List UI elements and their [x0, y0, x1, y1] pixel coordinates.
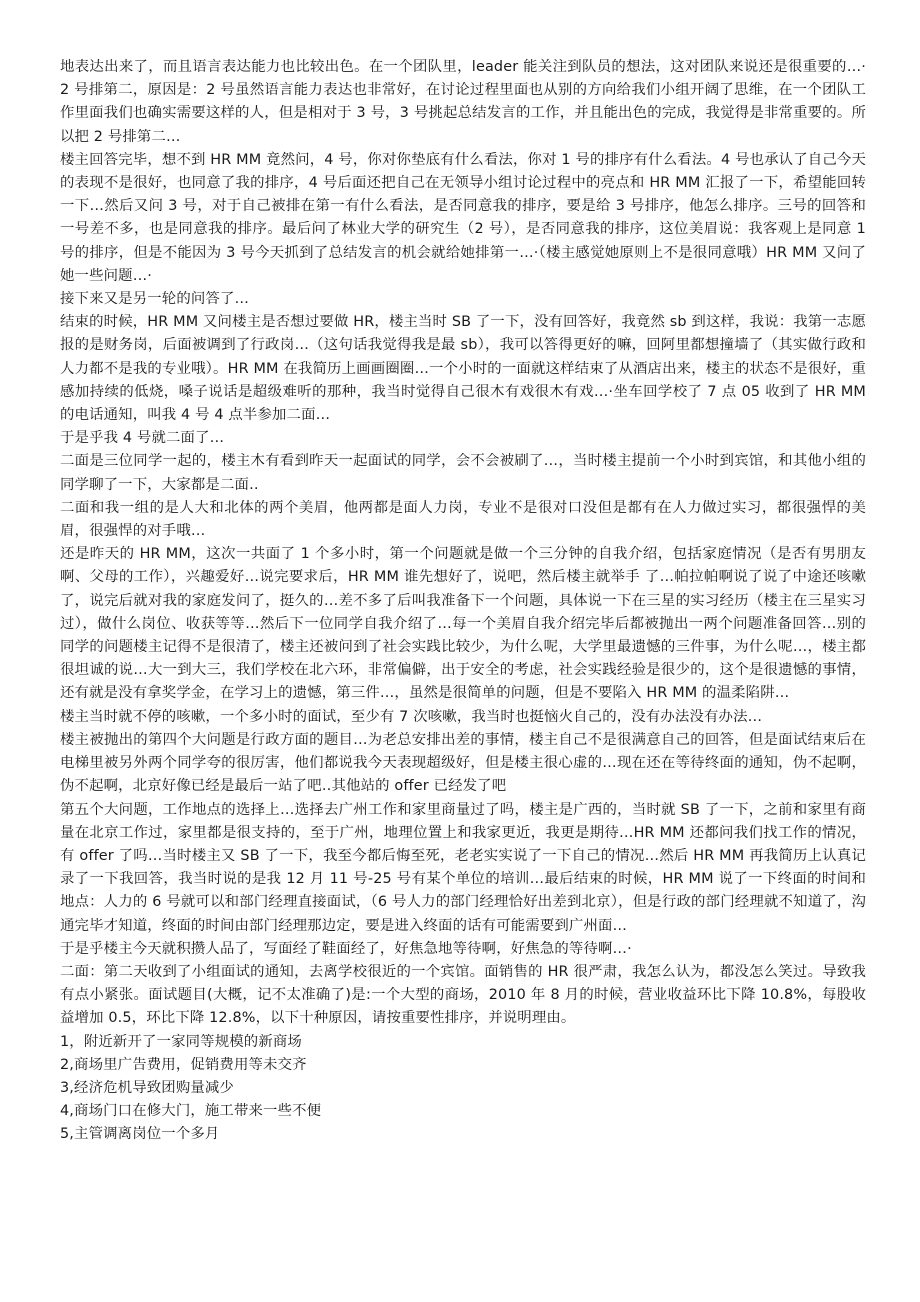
list-item: 3,经济危机导致团购量减少	[60, 1079, 234, 1096]
paragraph-1: 地表达出来了，而且语言表达能力也比较出色。在一个团队里，leader 能关注到队员的想法，这对团队来说还是很重要的…·2 号排第二，原因是：2 号虽然语言能力表达也非常好，在讨论过程里面也从别的方向给我们小组开阔了思维，在一个团队工作里面我们也确实需要这样的人，但是相对于 3 号，3 号挑起总结发言的工作，并且能出色的完成，我觉得是非常重要的。所以把 2 号排第二…	[60, 59, 866, 145]
reason-list	[60, 1031, 866, 1147]
document-body	[60, 56, 866, 1147]
paragraph-3: 接下来又是另一轮的问答了…	[60, 291, 250, 308]
list-item: 5,主管调离岗位一个多月	[60, 1126, 220, 1143]
paragraph-2: 楼主回答完毕，想不到 HR MM 竟然问，4 号，你对你垫底有什么看法，你对 1 号的排序有什么看法。4 号也承认了自己今天的表现不是很好，也同意了我的排序，4 号后面还把自己在无领导小组讨论过程中的亮点和 HR MM 汇报了一下，希望能回转一下…然后又问 3 号，对于自己被排在第一有什么看法，是否同意我的排序，要是给 3 号排序，他怎么排序。三号的回答和一号差不多，也是同意我的排序。最后问了林业大学的研究生（2 号），是否同意我的排序，这位美眉说：我客观上是同意 1 号的排序，但是不能因为 3 号今天抓到了总结发言的机会就给她排第一…·（楼主感觉她原则上不是很同意哦）HR MM 又问了她一些问题…·	[60, 151, 866, 284]
list-item: 1，附近新开了一家同等规模的新商场	[60, 1033, 302, 1050]
paragraph-5: 于是乎我 4 号就二面了…	[60, 430, 225, 447]
paragraph-13: 二面：第二天收到了小组面试的通知，去离学校很近的一个宾馆。面销售的 HR 很严肃，我怎么认为，都没怎么笑过。导致我有点小紧张。面试题目(大概，记不太准确了)是:一个大型的商场，2010 年 8 月的时候，营业收益环比下降 10.8%，每股收益增加 0.5，环比下降 12.8%，以下十种原因，请按重要性排序，并说明理由。	[60, 963, 866, 1027]
paragraph-6: 二面是三位同学一起的，楼主木有看到昨天一起面试的同学，会不会被刷了…，当时楼主提前一个小时到宾馆，和其他小组的同学聊了一下，大家都是二面‥	[60, 453, 866, 493]
paragraph-12: 于是乎楼主今天就积攒人品了，写面经了鞋面经了，好焦急地等待啊，好焦急的等待啊…·	[60, 940, 632, 957]
paragraph-8: 还是昨天的 HR MM，这次一共面了 1 个多小时，第一个问题就是做一个三分钟的自我介绍，包括家庭情况（是否有男朋友啊、父母的工作），兴趣爱好…说完要求后，HR MM 谁先想好了，说吧，然后楼主就举手 了…帕拉帕啊说了说了中途还咳嗽了，说完后就对我的家庭发问了，挺久的…差不多了后叫我准备下一个问题，具体说一下在三星的实习经历（楼主在三星实习过），做什么岗位、收获等等…然后下一位同学自我介绍了…每一个美眉自我介绍完毕后都被抛出一两个问题准备回答…别的同学的问题楼主记得不是很清了，楼主还被问到了社会实践比较少，为什么呢，大学里最遗憾的三件事，为什么呢…，楼主都很坦诚的说…大一到大三，我们学校在北六环，非常偏僻，出于安全的考虑，社会实践经验是很少的，这个是很遗憾的事情，还有就是没有拿奖学金，在学习上的遗憾，第三件…，虽然是很简单的问题，但是不要陷入 HR MM 的温柔陷阱…	[60, 546, 866, 702]
paragraph-7: 二面和我一组的是人大和北体的两个美眉，他两都是面人力岗，专业不是很对口没但是都有在人力做过实习，都很强悍的美眉，很强悍的对手哦…	[60, 499, 866, 540]
list-item: 2,商场里广告费用，促销费用等未交齐	[60, 1056, 307, 1073]
paragraph-10: 楼主被抛出的第四个大问题是行政方面的题目…为老总安排出差的事情，楼主自己不是很满意自己的回答，但是面试结束后在电梯里被另外两个同学夸的很厉害，他们都说我今天表现超级好，但是楼主很心虚的…现在还在等待终面的通知，伪不起啊，伪不起啊，北京好像已经是最后一站了吧‥其他站的 offer 已经发了吧	[60, 731, 866, 795]
paragraph-9: 楼主当时就不停的咳嗽，一个多小时的面试，至少有 7 次咳嗽，我当时也挺恼火自己的，没有办法没有办法…	[60, 708, 763, 725]
paragraph-4: 结束的时候，HR MM 又问楼主是否想过要做 HR，楼主当时 SB 了一下，没有回答好，我竟然 sb 到这样，我说：我第一志愿报的是财务岗，后面被调到了行政岗…（这句话我觉得我是最 sb），我可以答得更好的嘛，回阿里都想撞墙了（其实做行政和人力都不是我的专业哦）。HR MM 在我简历上画画圈圈…一个小时的一面就这样结束了从酒店出来，楼主的状态不是很好，重感加持续的低烧，嗓子说话是超级难听的那种，我当时觉得自己很木有戏很木有戏…·坐车回学校了 7 点 05 收到了 HR MM 的电话通知，叫我 4 号 4 点半参加二面…	[60, 314, 866, 424]
list-item: 4,商场门口在修大门，施工带来一些不便	[60, 1103, 322, 1120]
paragraph-11: 第五个大问题，工作地点的选择上…选择去广州工作和家里商量过了吗，楼主是广西的，当时就 SB 了一下，之前和家里有商量在北京工作过，家里都是很支持的，至于广州，地理位置上和我家更近，我更是期待…HR MM 还都问我们找工作的情况，有 offer 了吗…当时楼主又 SB 了一下，我至今都后悔至死，老老实实说了一下自己的情况…然后 HR MM 再我简历上认真记录了一下我回答，我当时说的是我 12 月 11 号-25 号有某个单位的培训…最后结束的时候，HR MM 说了一下终面的时间和地点：人力的 6 号就可以和部门经理直接面试，（6 号人力的部门经理恰好出差到北京），但是行政的部门经理就不知道了，沟通完毕才知道，终面的时间由部门经理那边定，要是进入终面的话有可能需要到广州面…	[60, 801, 866, 934]
